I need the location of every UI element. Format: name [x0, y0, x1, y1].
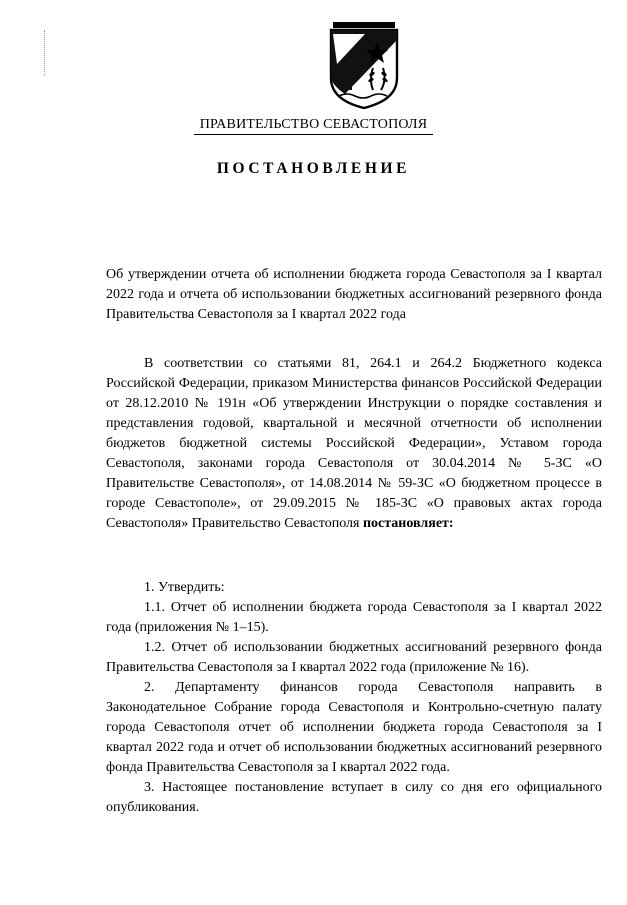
document-type-title: ПОСТАНОВЛЕНИЕ: [216, 160, 411, 177]
preamble-text: В соответствии со статьями 81, 264.1 и 264.2 Бюджетного кодекса Российской Федерации, приказом Министерства финансов Российской Федерации от 28.12.2010 № 191н «Об утверждении Инструкции о порядке составления и представления годовой, квартальной и месячной отчетности об исполнении бюджетов бюджетной системы Российской Федерации», Уставом города Севастополя, законами города Севастополя от 30.04.2014 № 5-ЗС «О Правительстве Севастополя», от 14.08.2014 № 59-ЗС «О бюджетном процессе в городе Севастополе», от 29.09.2015 № 185-ЗС «О правовых актах города Севастополя» Правительство Севастополя: [106, 356, 602, 531]
preamble-paragraph: [106, 354, 602, 534]
sevastopol-coat-of-arms-icon: [325, 20, 403, 110]
item-3: 3. Настоящее постановление вступает в силу со дня его официального опубликования.: [106, 780, 602, 815]
paragraph-spacer: [106, 534, 602, 578]
organization-name: ПРАВИТЕЛЬСТВО СЕВАСТОПОЛЯ: [0, 117, 627, 135]
item-1-2: 1.2. Отчет об использовании бюджетных ассигнований резервного фонда Правительства Севастополя за I квартал 2022 года (приложение № 16).: [106, 640, 602, 675]
item-1-1: 1.1. Отчет об исполнении бюджета города Севастополя за I квартал 2022 года (приложения № 1–15).: [106, 600, 602, 635]
document-body: [106, 354, 602, 818]
item-2: 2. Департаменту финансов города Севастополя направить в Законодательное Собрание города Севастополя и Контрольно-счетную палату города Севастополя отчет об исполнении бюджета города Севастополя за I квартал 2022 года и отчет об использовании бюджетных ассигнований резервного фонда Правительства Севастополя за I квартал 2022 года.: [106, 680, 602, 775]
document-subject: Об утверждении отчета об исполнении бюджета города Севастополя за I квартал 2022 года и отчета об использовании бюджетных ассигнований резервного фонда Правительства Севастополя за I квартал 2022 года: [106, 267, 602, 322]
item-1: 1. Утвердить:: [144, 580, 225, 595]
preamble-keyword: постановляет:: [362, 516, 454, 531]
scan-margin-mark: [44, 30, 47, 76]
